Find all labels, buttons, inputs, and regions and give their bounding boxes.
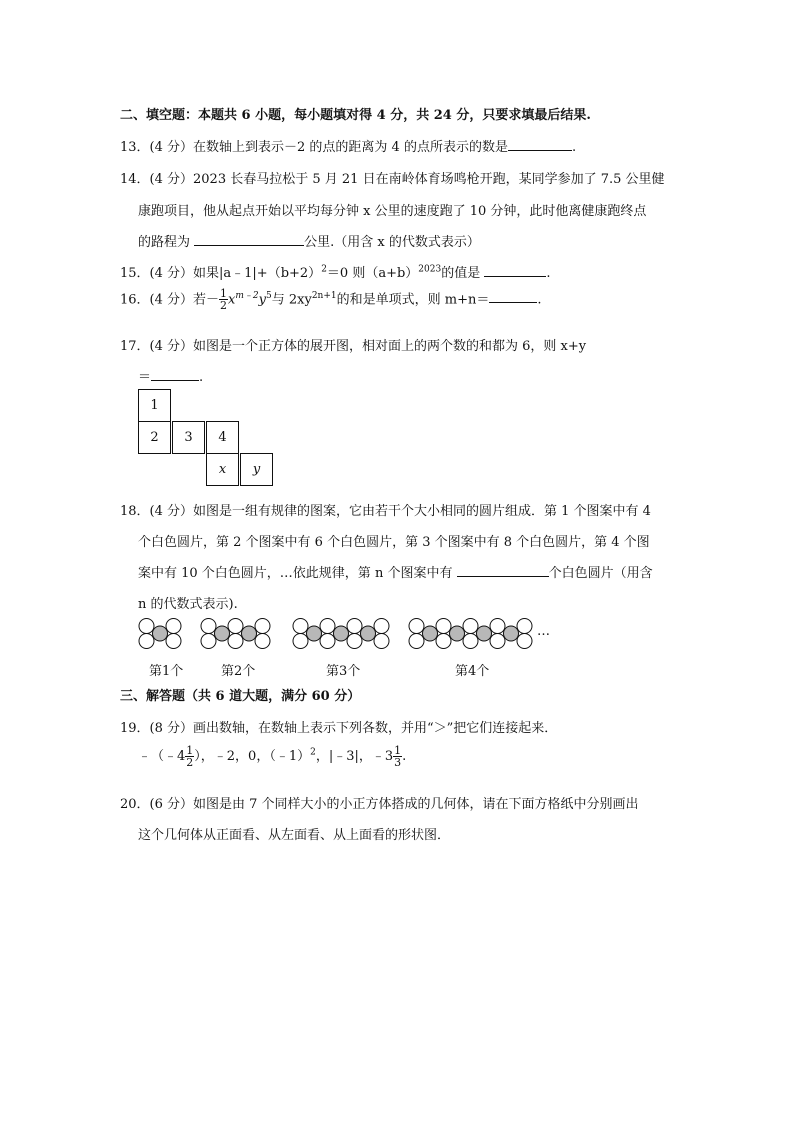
gray-circle [477,626,492,641]
q20-line1: 20．(6 分）如图是由 7 个同样大小的小正方体搭成的几何体，请在下面方格纸中分别画出 [120,797,639,812]
net-cell-4: 4 [206,421,239,454]
gray-circle [242,626,257,641]
white-circle [463,619,478,634]
white-circle [409,634,424,649]
gray-circle [361,626,376,641]
white-circle [201,619,216,634]
net-cell-y: y [240,453,273,486]
white-circle [517,619,532,634]
white-circle [139,634,154,649]
net-cell-2: 2 [138,421,171,454]
gray-circle [450,626,465,641]
white-circle [490,634,505,649]
net-cell-1: 1 [138,389,171,422]
q19-frac2-den: 3 [394,756,402,769]
q17-equals: ＝ [138,370,152,385]
q15-exp-1: 2 [321,264,327,275]
white-circle [347,634,362,649]
q18-line1: 18．(4 分）如图是一组有规律的图案，它由若干个大小相同的圆片组成．第 1 个图案中有 4 [120,504,651,519]
gray-circle [334,626,349,641]
q14-line3-end: 公里.（用含 x 的代数式表示） [304,235,480,250]
q15-end: . [546,266,551,281]
q16-exp-m: m﹣2 [235,291,259,301]
white-circle [166,634,181,649]
q15-part-a: 15．(4 分）如果|a﹣1|+（b+2） [120,266,322,281]
q16-frac-den: 2 [220,299,228,313]
q14-line1: 14．(4 分）2023 长春马拉松于 5 月 21 日在南岭体育场鸣枪开跑，某同学参加了 7.5 公里健 [120,172,665,187]
q18-line2: 个白色圆片，第 2 个图案中有 6 个白色圆片，第 3 个图案中有 8 个白色圆片，第 4 个图 [138,535,650,550]
q16-exp-n: 2n+1 [311,291,337,301]
white-circle [320,619,335,634]
section-3-heading: 三、解答题（共 6 道大题，满分 60 分） [120,689,361,704]
white-circle [293,634,308,649]
white-circle [436,619,451,634]
gray-circle [423,626,438,641]
q15-part-e: 的值是 [441,266,485,281]
gray-circle [153,626,168,641]
q19-numbers [138,745,406,768]
q19-frac2-num: 1 [394,744,402,757]
net-cell-x: x [206,453,239,486]
q13-text: 13．(4 分）在数轴上到表示－2 的点的距离为 4 的点所表示的数是 [120,140,508,155]
q19-part-b: ），﹣2，0，（﹣1） [194,749,311,764]
q18-line3-start: 案中有 10 个白色圆片，…依此规律，第 n 个图案中有 [138,566,457,581]
pattern-caption-4: 第4个 [455,664,490,679]
q16-frac-num: 1 [220,287,228,301]
q17-end: . [199,370,204,385]
pattern-ellipsis: … [537,624,550,639]
white-circle [463,634,478,649]
gray-circle [504,626,519,641]
white-circle [347,619,362,634]
q15-part-c: ＝0 则（a+b） [326,266,419,281]
q14-line3-start: 的路程为 [138,235,195,250]
white-circle [228,634,243,649]
q19-part-a: ﹣（﹣4 [138,749,186,764]
white-circle [374,634,389,649]
q19-frac1-num: 1 [186,744,194,757]
q19-fraction-half [185,745,194,768]
q14-line2: 康跑项目，他从起点开始以平均每分钟 x 公里的速度跑了 10 分钟，此时他离健康跑终点 [138,204,647,219]
q16-var-x: x [228,292,236,308]
q16-part-h: 的和是单项式，则 m+n＝ [336,292,490,308]
white-circle [139,619,154,634]
q17-line1: 17．(4 分）如图是一个正方体的展开图，相对面上的两个数的和都为 6，则 x+y [120,339,587,354]
pattern-caption-1: 第1个 [149,664,184,679]
white-circle [517,634,532,649]
gray-circle [215,626,230,641]
white-circle [201,634,216,649]
q19-end: . [402,749,407,764]
white-circle [374,619,389,634]
white-circle [320,634,335,649]
q16-end: . [537,292,542,308]
q20-line2: 这个几何体从正面看、从左面看、从上面看的形状图． [138,828,451,843]
q19-exp: 2 [310,747,316,758]
q19-line1: 19．(8 分）画出数轴，在数轴上表示下列各数，并用“＞”把它们连接起来． [120,721,558,736]
white-circle [436,634,451,649]
q16-part-f: 与 2xy [271,292,312,308]
white-circle [293,619,308,634]
net-cell-3: 3 [172,421,205,454]
white-circle [409,619,424,634]
gray-circle [307,626,322,641]
q18-line3-end: 个白色圆片（用含 [548,566,653,581]
q16-exp-5: 5 [266,291,272,301]
white-circle [255,634,270,649]
pattern-caption-3: 第3个 [326,664,361,679]
white-circle [255,619,270,634]
q16-part-a: 16．(4 分）若－ [120,292,220,308]
white-circle [166,619,181,634]
q13-end: . [571,140,577,155]
section-2-heading: 二、填空题：本题共 6 小题，每小题填对得 4 分，共 24 分，只要求填最后结果. [120,108,591,123]
pattern-caption-2: 第2个 [221,664,256,679]
white-circle [490,619,505,634]
q19-fraction-third [393,745,402,768]
q19-frac1-den: 2 [186,756,194,769]
q19-part-c: ，|﹣3|，﹣3 [315,749,394,764]
q18-line4: n 的代数式表示). [138,597,238,612]
white-circle [228,619,243,634]
q16-var-y: y [258,292,266,308]
q15-exp-2: 2023 [418,264,442,275]
